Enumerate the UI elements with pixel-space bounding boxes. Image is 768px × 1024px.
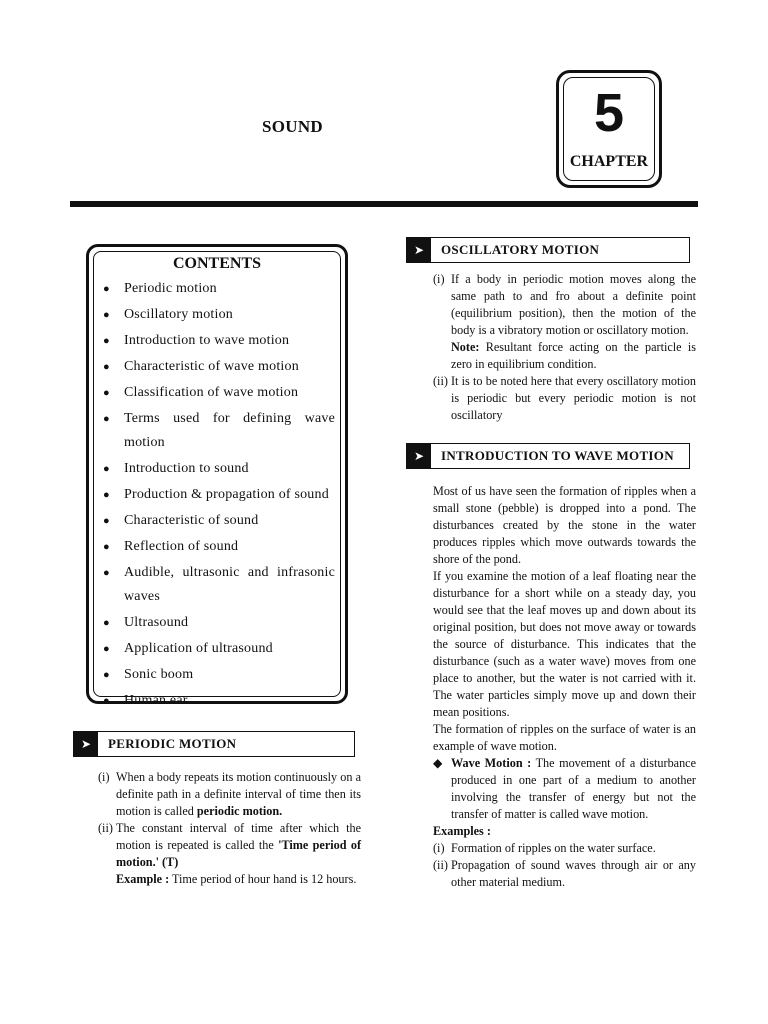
paragraph: If you examine the motion of a leaf floating near the disturbance for a short while on a steady day, you would see that the leaf moves up and down about its original position, but does not move away or towards the source of disturbance. This indicates that the disturbance (such as a water wave) moves from one place to another, but the water is not carried with it. The water particles simply move up and down their mean positions. (433, 569, 696, 719)
contents-item: ● Production & propagation of sound (99, 483, 335, 507)
contents-item: ● Introduction to sound (99, 457, 335, 481)
note-label: Note: (451, 340, 480, 354)
paragraph: The formation of ripples on the surface of water is an example of wave motion. (433, 722, 696, 753)
section-heading-wave-motion (406, 443, 690, 469)
chapter-badge (556, 70, 662, 188)
section-heading-periodic-motion (73, 731, 355, 757)
contents-title: CONTENTS (172, 255, 262, 272)
chapter-number: 5 (593, 83, 625, 143)
list-item: (ii) It is to be noted here that every oscillatory motion is periodic but every periodic motion is not oscillatory (433, 374, 696, 422)
list-item: (ii) Propagation of sound waves through air or any other material medium. (433, 858, 696, 889)
definition-wave-motion: ◆ Wave Motion : The movement of a disturbance produced in one part of a medium to another involving the transfer of energy but not the transfer of matter is called wave motion. (433, 756, 696, 821)
contents-item: ● Human ear (99, 689, 335, 713)
list-item: (ii) The constant interval of time after which the motion is repeated is called the 'Time period of motion.' (T) Example : Time period of hour hand is 12 hours. (98, 821, 362, 886)
section-heading-oscillatory-motion (406, 237, 690, 263)
contents-item: ● Reflection of sound (99, 535, 335, 559)
paragraph: Most of us have seen the formation of ripples when a small stone (pebble) is dropped into a pond. The disturbances created by the stone in the water produces ripples which move outwards towards the shore of the pond. (433, 484, 696, 566)
contents-item: ● Classification of wave motion (99, 381, 335, 405)
section-heading-label: INTRODUCTION TO WAVE MOTION (441, 448, 674, 463)
wave-motion-text (433, 483, 696, 891)
contents-item: ● Introduction to wave motion (99, 329, 335, 353)
contents-item: ● Terms used for defining wave motion (99, 407, 335, 455)
section-heading-label: OSCILLATORY MOTION (441, 242, 600, 257)
contents-item: ● Application of ultrasound (99, 637, 335, 661)
contents-box (86, 244, 348, 708)
arrow-right-icon: ➤ (407, 238, 431, 262)
section-heading-label: PERIODIC MOTION (108, 736, 237, 751)
list-item: (i) If a body in periodic motion moves along the same path to and fro about a definite point (equilibrium position), then the motion of the body is a vibratory motion or oscillatory motion. Note: Resultant force acting on the particle is zero in equilibrium condition. (433, 272, 696, 371)
examples-label: Examples : (433, 824, 491, 838)
chapter-label: CHAPTER (569, 153, 649, 170)
contents-item: ● Oscillatory motion (99, 303, 335, 327)
arrow-right-icon: ➤ (407, 444, 431, 468)
arrow-right-icon: ➤ (74, 732, 98, 756)
contents-item: ● Ultrasound (99, 611, 335, 635)
contents-item: ● Audible, ultrasonic and infrasonic waves (99, 561, 335, 609)
contents-list (99, 277, 335, 715)
contents-item: ● Sonic boom (99, 663, 335, 687)
contents-item: ● Characteristic of wave motion (99, 355, 335, 379)
list-item: (i) Formation of ripples on the water surface. (433, 841, 656, 855)
periodic-motion-text (98, 769, 361, 888)
example-label: Example : (116, 872, 170, 886)
oscillatory-motion-text (433, 271, 696, 424)
contents-item: ● Characteristic of sound (99, 509, 335, 533)
header-rule (70, 201, 698, 207)
page-title: SOUND (262, 117, 324, 136)
list-item: (i) When a body repeats its motion continuously on a definite path in a definite interval of time then its motion is called periodic motion. (98, 770, 361, 818)
contents-item: ● Periodic motion (99, 277, 335, 301)
diamond-bullet-icon: ◆ (433, 756, 443, 770)
